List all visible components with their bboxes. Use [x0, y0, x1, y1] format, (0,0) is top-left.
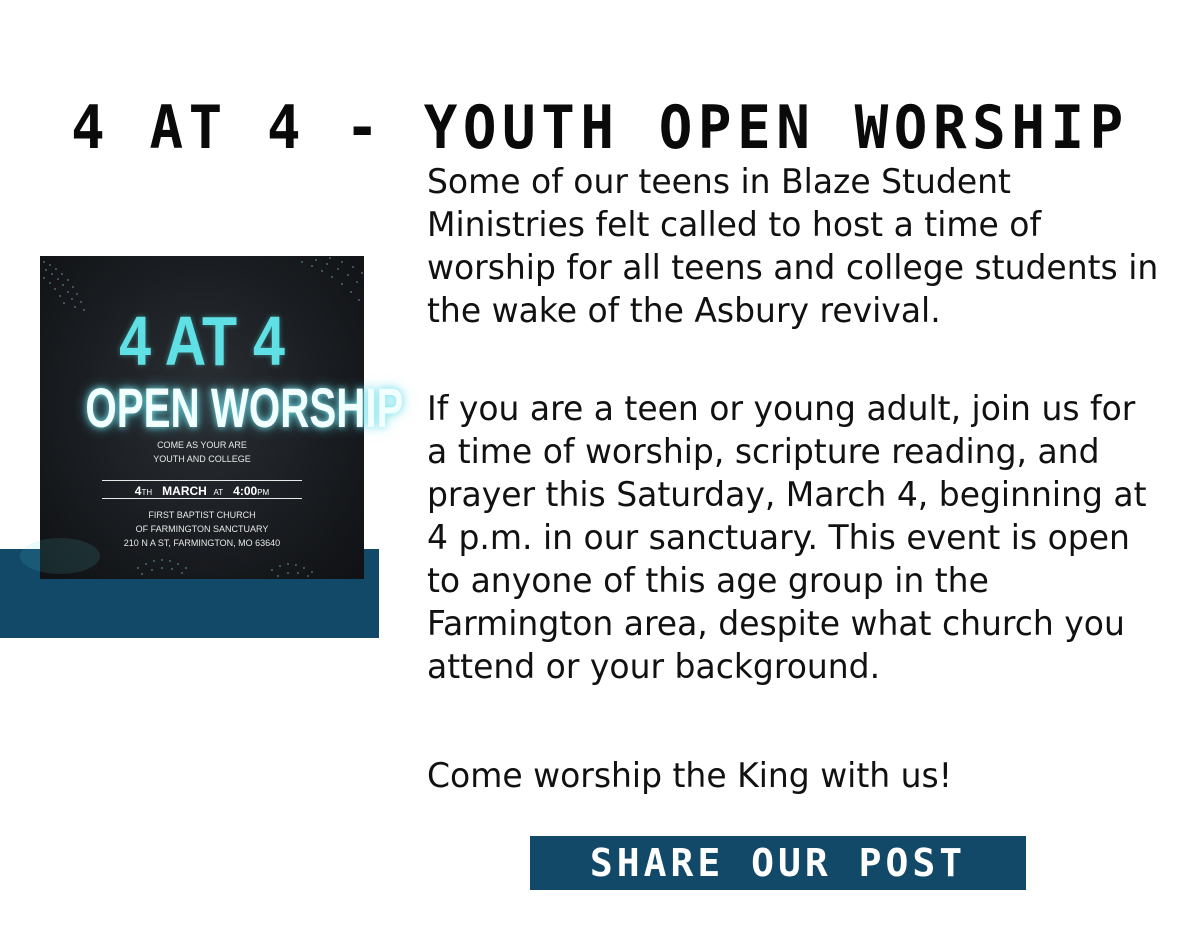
article-paragraph-intro: Some of our teens in Blaze Student Ministries felt called to host a time of worship for all teens and college students in the wake of the Asbury revival.	[427, 162, 1159, 331]
flyer-divider-bottom	[102, 498, 302, 499]
flyer-tagline-2: YOUTH AND COLLEGE	[153, 454, 251, 464]
flyer-date-day: 4	[134, 484, 142, 498]
flyer-tagline-1: COME AS YOUR ARE	[157, 440, 247, 450]
flyer-date-ampm: PM	[257, 488, 270, 497]
page-title: 4 AT 4 - YOUTH OPEN WORSHIP	[71, 93, 1129, 164]
flyer-venue-3: 210 N A ST, FARMINGTON, MO 63640	[123, 538, 281, 548]
flyer-date-at: AT	[213, 488, 224, 497]
flyer-headline-open-worship: OPEN WORSHIP	[85, 376, 404, 439]
flyer-date-month: MARCH	[162, 484, 207, 498]
article-paragraph-closing: Come worship the King with us!	[427, 756, 952, 796]
flyer-venue-1: FIRST BAPTIST CHURCH	[148, 510, 256, 520]
article-paragraph-details: If you are a teen or young adult, join us for a time of worship, scripture reading, and prayer this Saturday, March 4, beginning at 4 p.m. in our sanctuary. This event is open to anyone of this age group in the Farmington area, despite what church you attend or your background.	[427, 389, 1147, 687]
flyer-date-suffix: TH	[141, 488, 153, 497]
flyer-venue-2: OF FARMINGTON SANCTUARY	[135, 524, 269, 534]
flyer-divider-top	[102, 480, 302, 481]
event-flyer-image	[40, 256, 404, 579]
share-our-post-button[interactable]: SHARE OUR POST	[530, 836, 1026, 890]
flyer-date-time-value: 4:00	[233, 484, 258, 498]
flyer-headline-4-at-4: 4 AT 4	[119, 302, 285, 380]
